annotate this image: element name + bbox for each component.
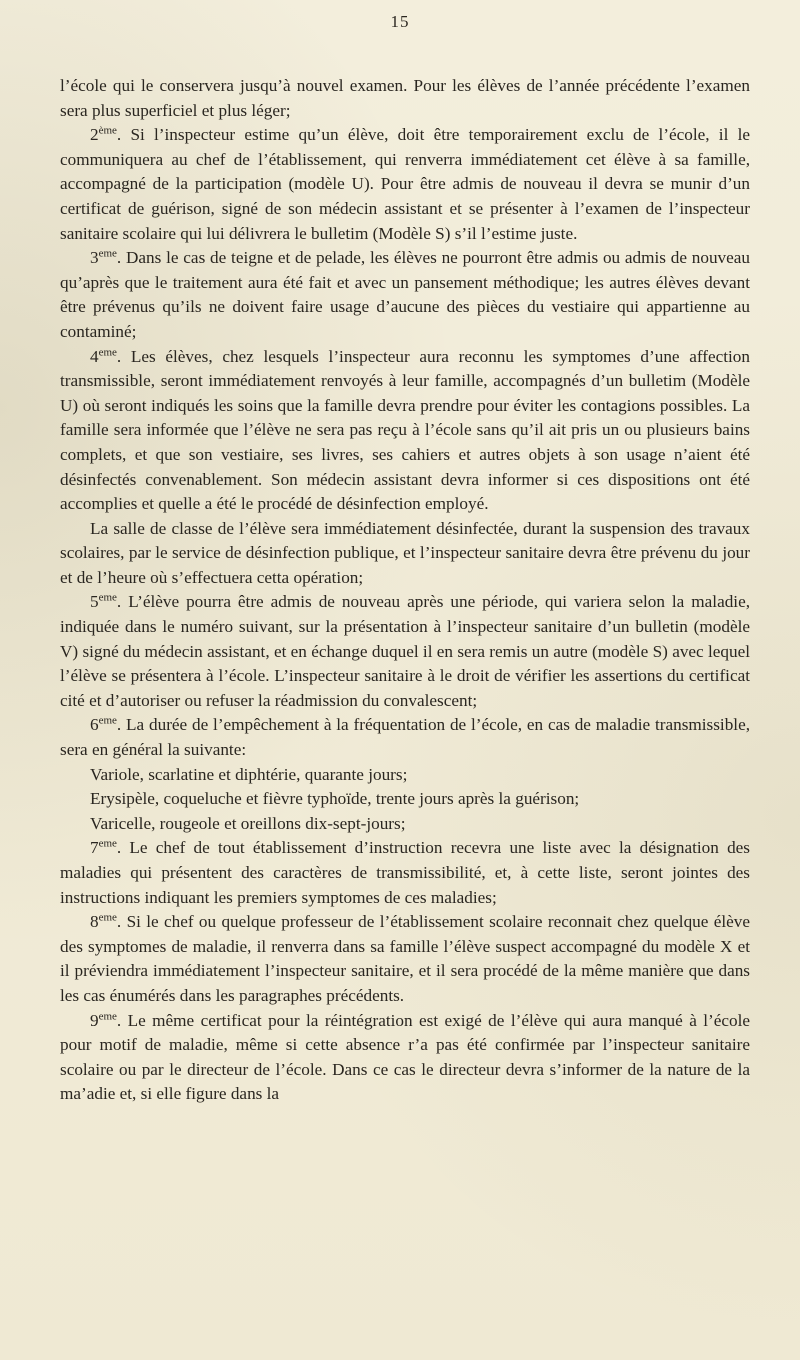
paragraph-text: . Le même certificat pour la réintégration est exigé de l’élève qui aura manqué à l’école pour motif de maladie, même si cette absence r’a pas été confirmée par l’inspecteur sanitaire scolaire ou par le directeur de l’école. Dans ce cas le directeur devra s’informer de la nature de la ma’adie et, si elle figure dans la: [60, 1010, 750, 1104]
paragraph: [60, 812, 750, 837]
body-text: [60, 74, 750, 1107]
paragraph: [60, 787, 750, 812]
ordinal-suffix: eme: [98, 911, 117, 924]
paragraph: [60, 345, 750, 517]
paragraph-text: . Les élèves, chez lesquels l’inspecteur aura reconnu les symptomes d’une affection transmissible, seront immédiatement renvoyés à leur famille, accompagnés d’un bulletim (Modèle U) où seront indiqués les soins que la famille devra prendre pour éviter les contagions possibles. La famille sera informée que l’élève ne sera pas reçu à l’école sans qu’il ait pris un ou plusieurs bains complets, et que son vestiaire, ses livres, ses cahiers et autres objets à son usage n’aient été désinfectés convenablement. Son médecin assistant devra informer si ces dispositions ont été accomplies et quelle a été le procédé de désinfection employé.: [60, 346, 750, 514]
paragraph-text: . Le chef de tout établissement d’instruction recevra une liste avec la désignation des maladies qui présentent des caractères de transmissibilité, et, à cette liste, seront jointes des instructions indiquant les premiers symptomes de ces maladies;: [60, 838, 750, 907]
paragraph: [60, 713, 750, 762]
paragraph-ordinal: 4: [90, 346, 99, 366]
paragraph-text: l’école qui le conservera jusqu’à nouvel examen. Pour les élèves de l’année précédente l’examen sera plus superficiel et plus léger;: [60, 76, 750, 120]
paragraph: [60, 1009, 750, 1107]
paragraph: [60, 123, 750, 246]
paragraph-ordinal: 5: [90, 592, 99, 612]
ordinal-suffix: eme: [98, 837, 117, 850]
paragraph: [60, 246, 750, 344]
paragraph-ordinal: 6: [90, 715, 99, 735]
paragraph-text: . Si l’inspecteur estime qu’un élève, doit être temporairement exclu de l’école, il le communiquera au chef de l’établissement, qui renverra immédiatement cet élève à sa famille, accompagné de la participation (modèle U). Pour être admis de nouveau il devra se munir d’un certificat de guérison, signé de son médecin assistant et se présenter à l’examen de l’inspecteur sanitaire scolaire qui lui délivrera le bulletim (Modèle S) s’il l’estime juste.: [60, 125, 750, 243]
paragraph: [60, 590, 750, 713]
paragraph-text: Variole, scarlatine et diphtérie, quarante jours;: [90, 764, 408, 784]
ordinal-suffix: ème: [98, 124, 117, 137]
paragraph-ordinal: 7: [90, 838, 99, 858]
paragraph-text: Varicelle, rougeole et oreillons dix-sept-jours;: [90, 813, 406, 833]
page-number: 15: [390, 12, 410, 31]
paragraph-ordinal: 8: [90, 912, 99, 932]
paragraph-ordinal: 3: [90, 248, 99, 268]
paragraph-text: . Dans le cas de teigne et de pelade, les élèves ne pourront être admis ou admis de nouveau qu’après que le traitement aura été fait et avec un pansement méthodique; les autres élèves devant être prévenus qu’ils ne doivent faire usage d’aucune des pièces du vestiaire qui appartienne au contaminé;: [60, 248, 750, 341]
ordinal-suffix: eme: [98, 714, 117, 727]
paragraph: [60, 836, 750, 910]
paragraph-ordinal: 9: [90, 1010, 99, 1030]
paragraph: [60, 910, 750, 1008]
ordinal-suffix: eme: [98, 1009, 117, 1022]
paragraph: [60, 517, 750, 591]
paragraph-ordinal: 2: [90, 125, 99, 145]
ordinal-suffix: eme: [98, 345, 117, 358]
paragraph: [60, 74, 750, 123]
ordinal-suffix: eme: [98, 247, 117, 260]
paragraph-text: Erysipèle, coqueluche et fièvre typhoïde, trente jours après la guérison;: [90, 789, 580, 809]
ordinal-suffix: eme: [98, 591, 117, 604]
paragraph-text: La salle de classe de l’élève sera immédiatement désinfectée, durant la suspension des travaux scolaires, par le service de désinfection publique, et l’inspecteur sanitaire devra être prévenu du jour et de l’heure où s’effectuera cetta opération;: [60, 518, 750, 587]
paragraph-text: . La durée de l’empêchement à la fréquentation de l’école, en cas de maladie transmissible, sera en général la suivante:: [60, 715, 750, 760]
paragraph-text: . Si le chef ou quelque professeur de l’établissement scolaire reconnait chez quelque élève des symptomes de maladie, il renverra dans sa famille l’élève suspect accompagné du modèle X et il préviendra immédiatement l’inspecteur sanitaire, et il sera procédé de la même manière que dans les cas énumérés dans les paragraphes précédents.: [60, 912, 750, 1005]
paragraph: [60, 763, 750, 788]
paragraph-text: . L’élève pourra être admis de nouveau après une période, qui variera selon la maladie, indiquée dans le numéro suivant, sur la présentation à l’inspecteur sanitaire d’un bulletin (modèle V) signé du médecin assistant, et en échange duquel il en sera remis un autre (modèle S) avec lequel l’élève se présentera à l’école. L’inspecteur sanitaire à le droit de vérifier les assertions du certificat cité et d’autoriser ou refuser la réadmission du convalescent;: [60, 592, 750, 710]
